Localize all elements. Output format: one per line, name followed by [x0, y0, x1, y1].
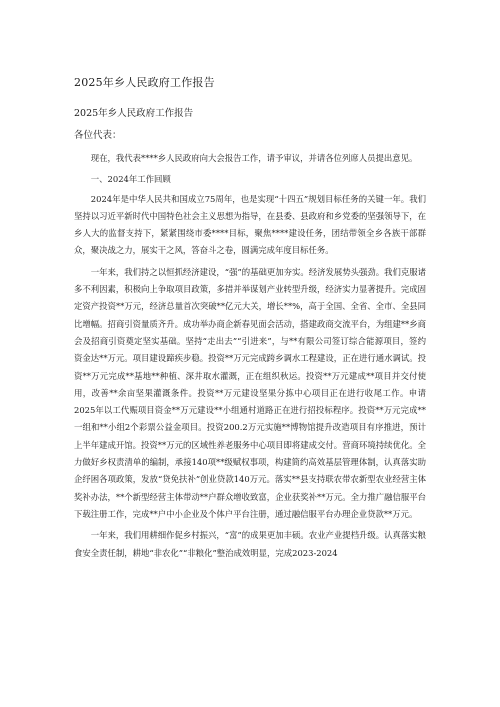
document-subtitle: 2025年乡人民政府工作报告 [74, 108, 194, 119]
paragraph-agriculture: 一年来，我们用耕细作促乡村振兴，“富”的成果更加丰硕。农业产业提档升级。认真落实粮食安全责任制，耕地“非农化”“非粮化”整治成效明显，完成2023-2024 [74, 530, 426, 558]
document-title: 2025年乡人民政府工作报告 [74, 76, 215, 89]
paragraph-intro: 现在，我代表****乡人民政府向大会报告工作，请予审议，并请各位列席人员提出意见。 [90, 153, 418, 163]
paragraph-overview: 2024年是中华人民共和国成立75周年，也是实现“十四五”规划目标任务的关键一年。我们坚持以习近平新时代中国特色社会主义思想为指导，在县委、县政府和乡党委的坚强领导下，在乡人大的监督支持下，紧紧围绕市委****目标，聚焦****建设任务，团结带领全乡各族干部群众，聚决战之力，展实干之风，答奋斗之卷，圆满完成年度目标任务。 [74, 193, 426, 256]
section-heading: 一、2024年工作回顾 [90, 174, 171, 185]
document-body [74, 150, 426, 566]
salutation: 各位代表： [74, 130, 122, 141]
paragraph-economy: 一年来，我们持之以恒抓经济建设，“强”的基础更加夯实。经济发展势头强劲。我们克服诸多不利因素，积极向上争取项目政策，多措并举谋划产业转型升级，经济实力显著提升。完成固定资产投资**万元，经济总量首次突破**亿元大关，增长**%，高于全国、全省、全市、全县同比增幅。招商引资量质齐升。成功举办商企新春见面会活动，搭建政商交流平台，为组建**乡商会及招商引资奠定坚实基础。坚持“走出去”“引进来”，与**有限公司签订综合能源项目，签约资金达**万元。项目建设蹄疾步稳。投资**万元完成跨乡调水工程建设，正在进行通水调试。投资**万元完成**基地**种植、深井取水灌溉，正在组织秋运。投资**万元建成**项目并交付使用，改善**余亩坚果灌溉条件。投资**万元建设坚果分拣中心项目正在进行收尾工作。申请2025年以工代赈项目资金**万元建设**小组通村道路正在进行招投标程序。投资**万元完成**一组和**小组2个彩票公益金项目。投资200.2万元实施**博物馆提升改造项目有序推进，预计上半年建成开馆。投资**万元的区域性养老服务中心项目即将建成交付。营商环境持续优化。全力做好乡权责清单的编制，承接140项**级赋权事项，构建简约高效基层管理体制，认真落实助企纾困各项政策，发放“贷免扶补”创业贷款140万元。落实**县支持联农带农新型农业经营主体奖补办法，**个新型经营主体带动**户群众增收致富，企业获奖补**万元。全力推广融信服平台下载注册工作，完成**户中小企业及个体户平台注册，通过融信服平台办理企业贷款**万元。 [74, 266, 426, 519]
